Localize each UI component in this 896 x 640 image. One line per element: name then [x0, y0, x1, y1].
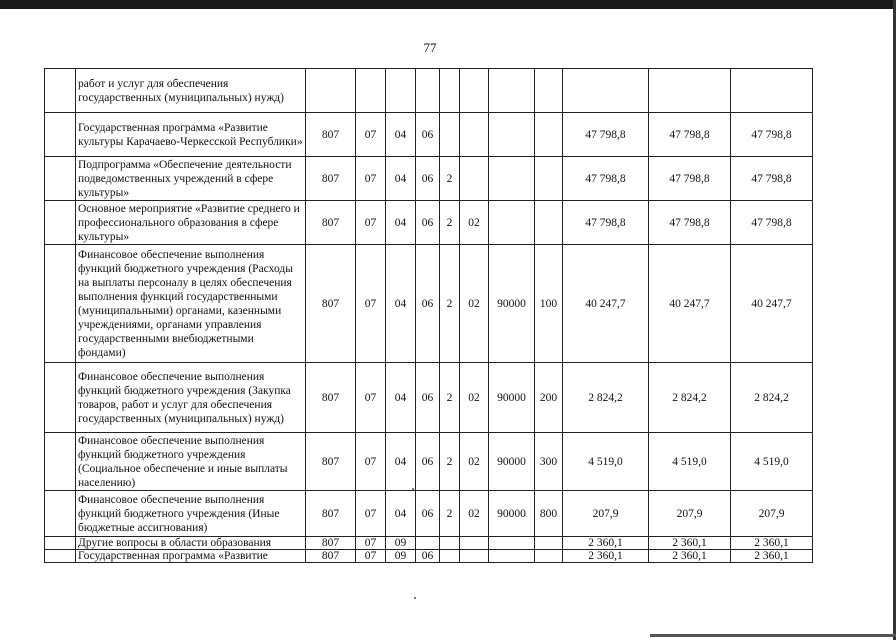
target-article-program-cell: 06 [416, 201, 440, 245]
target-article-event-cell: 02 [460, 201, 489, 245]
expense-type-cell [535, 69, 563, 113]
expense-type-cell [535, 550, 563, 563]
table-row [45, 550, 813, 563]
target-article-program-cell: 06 [416, 550, 440, 563]
row-number-cell [45, 201, 76, 245]
section-code-cell: 07 [356, 113, 386, 157]
item-name-cell: Финансовое обеспечение выполнения функций бюджетного учреждения (Расходы на выплаты персоналу в целях обеспечения выполнения функций государственными (муниципальными) органами, казенными учреждениями, органами управления государственными внебюджетными фондами) [76, 245, 306, 363]
amount-year-2-cell: 47 798,8 [649, 201, 731, 245]
amount-year-2-cell: 2 360,1 [649, 550, 731, 563]
target-article-direction-cell [489, 113, 535, 157]
subsection-code-cell: 04 [386, 157, 416, 201]
subsection-code-cell: 04 [386, 433, 416, 491]
target-article-event-cell [460, 550, 489, 563]
amount-year-2-cell [649, 69, 731, 113]
page-bottom-line [650, 634, 896, 637]
department-code-cell: 807 [306, 113, 356, 157]
target-article-program-cell: 06 [416, 491, 440, 537]
target-article-subprogram-cell [440, 69, 460, 113]
item-name-cell: Подпрограмма «Обеспечение деятельности подведомственных учреждений в сфере культуры» [76, 157, 306, 201]
expense-type-cell [535, 113, 563, 157]
item-name-cell: Финансовое обеспечение выполнения функций бюджетного учреждения (Закупка товаров, работ и услуг для обеспечения государственных (муниципальных) нужд) [76, 363, 306, 433]
amount-year-1-cell: 40 247,7 [563, 245, 649, 363]
target-article-direction-cell: 90000 [489, 245, 535, 363]
subsection-code-cell: 04 [386, 201, 416, 245]
amount-year-2-cell: 4 519,0 [649, 433, 731, 491]
subsection-code-cell: 04 [386, 363, 416, 433]
subsection-code-cell: 09 [386, 537, 416, 550]
target-article-program-cell: 06 [416, 245, 440, 363]
table-row [45, 245, 813, 363]
department-code-cell [306, 69, 356, 113]
row-number-cell [45, 491, 76, 537]
amount-year-1-cell: 2 360,1 [563, 550, 649, 563]
amount-year-1-cell [563, 69, 649, 113]
amount-year-1-cell: 47 798,8 [563, 113, 649, 157]
expense-type-cell: 800 [535, 491, 563, 537]
target-article-subprogram-cell [440, 113, 460, 157]
section-code-cell: 07 [356, 550, 386, 563]
table-row [45, 157, 813, 201]
section-code-cell: 07 [356, 363, 386, 433]
target-article-program-cell [416, 537, 440, 550]
amount-year-1-cell: 2 360,1 [563, 537, 649, 550]
department-code-cell: 807 [306, 201, 356, 245]
row-number-cell [45, 69, 76, 113]
target-article-program-cell: 06 [416, 157, 440, 201]
department-code-cell: 807 [306, 245, 356, 363]
item-name-cell: Основное мероприятие «Развитие среднего и профессионального образования в сфере культуры» [76, 201, 306, 245]
expense-type-cell [535, 157, 563, 201]
section-code-cell: 07 [356, 491, 386, 537]
table-row [45, 491, 813, 537]
target-article-event-cell [460, 69, 489, 113]
item-name-cell: Государственная программа «Развитие [76, 550, 306, 563]
target-article-event-cell: 02 [460, 363, 489, 433]
amount-year-3-cell: 2 824,2 [731, 363, 813, 433]
table-body [45, 69, 813, 563]
item-name-cell: Другие вопросы в области образования [76, 537, 306, 550]
target-article-direction-cell [489, 201, 535, 245]
target-article-program-cell [416, 69, 440, 113]
subsection-code-cell: 04 [386, 245, 416, 363]
target-article-subprogram-cell: 2 [440, 491, 460, 537]
department-code-cell: 807 [306, 550, 356, 563]
section-code-cell: 07 [356, 433, 386, 491]
department-code-cell: 807 [306, 433, 356, 491]
department-code-cell: 807 [306, 491, 356, 537]
row-number-cell [45, 157, 76, 201]
amount-year-2-cell: 2 360,1 [649, 537, 731, 550]
table-row [45, 363, 813, 433]
row-number-cell [45, 113, 76, 157]
target-article-subprogram-cell [440, 537, 460, 550]
amount-year-2-cell: 2 824,2 [649, 363, 731, 433]
page-number: 77 [423, 40, 437, 55]
target-article-subprogram-cell: 2 [440, 201, 460, 245]
scan-speck [414, 597, 416, 599]
amount-year-3-cell: 47 798,8 [731, 157, 813, 201]
target-article-subprogram-cell: 2 [440, 363, 460, 433]
subsection-code-cell: 04 [386, 113, 416, 157]
scan-speck [412, 488, 414, 490]
target-article-event-cell [460, 157, 489, 201]
department-code-cell: 807 [306, 157, 356, 201]
row-number-cell [45, 537, 76, 550]
target-article-program-cell: 06 [416, 433, 440, 491]
target-article-direction-cell: 90000 [489, 363, 535, 433]
row-number-cell [45, 245, 76, 363]
amount-year-2-cell: 40 247,7 [649, 245, 731, 363]
table-row [45, 113, 813, 157]
target-article-program-cell: 06 [416, 113, 440, 157]
amount-year-3-cell: 40 247,7 [731, 245, 813, 363]
subsection-code-cell: 04 [386, 491, 416, 537]
table-row [45, 69, 813, 113]
target-article-event-cell [460, 537, 489, 550]
amount-year-2-cell: 47 798,8 [649, 113, 731, 157]
page-top-border [0, 0, 896, 9]
section-code-cell [356, 69, 386, 113]
department-code-cell: 807 [306, 363, 356, 433]
target-article-program-cell: 06 [416, 363, 440, 433]
target-article-direction-cell [489, 157, 535, 201]
expense-type-cell: 300 [535, 433, 563, 491]
target-article-direction-cell: 90000 [489, 491, 535, 537]
target-article-direction-cell: 90000 [489, 433, 535, 491]
amount-year-1-cell: 4 519,0 [563, 433, 649, 491]
amount-year-3-cell: 47 798,8 [731, 113, 813, 157]
target-article-event-cell: 02 [460, 433, 489, 491]
amount-year-1-cell: 47 798,8 [563, 157, 649, 201]
target-article-subprogram-cell: 2 [440, 433, 460, 491]
item-name-cell: Финансовое обеспечение выполнения функций бюджетного учреждения (Иные бюджетные ассигнования) [76, 491, 306, 537]
expense-type-cell: 200 [535, 363, 563, 433]
target-article-subprogram-cell [440, 550, 460, 563]
amount-year-1-cell: 47 798,8 [563, 201, 649, 245]
table-row [45, 537, 813, 550]
item-name-cell: Финансовое обеспечение выполнения функций бюджетного учреждения (Социальное обеспечение и иные выплаты населению) [76, 433, 306, 491]
target-article-subprogram-cell: 2 [440, 157, 460, 201]
table-row [45, 201, 813, 245]
row-number-cell [45, 363, 76, 433]
expense-type-cell [535, 201, 563, 245]
expense-type-cell: 100 [535, 245, 563, 363]
target-article-direction-cell [489, 69, 535, 113]
row-number-cell [45, 433, 76, 491]
section-code-cell: 07 [356, 201, 386, 245]
target-article-event-cell: 02 [460, 491, 489, 537]
target-article-event-cell [460, 113, 489, 157]
target-article-subprogram-cell: 2 [440, 245, 460, 363]
department-code-cell: 807 [306, 537, 356, 550]
subsection-code-cell: 09 [386, 550, 416, 563]
amount-year-3-cell: 207,9 [731, 491, 813, 537]
amount-year-3-cell: 2 360,1 [731, 537, 813, 550]
target-article-direction-cell [489, 550, 535, 563]
amount-year-1-cell: 207,9 [563, 491, 649, 537]
amount-year-2-cell: 47 798,8 [649, 157, 731, 201]
expense-type-cell [535, 537, 563, 550]
amount-year-3-cell [731, 69, 813, 113]
budget-table [44, 68, 813, 563]
target-article-event-cell: 02 [460, 245, 489, 363]
row-number-cell [45, 550, 76, 563]
subsection-code-cell [386, 69, 416, 113]
amount-year-1-cell: 2 824,2 [563, 363, 649, 433]
item-name-cell: работ и услуг для обеспечения государственных (муниципальных) нужд) [76, 69, 306, 113]
amount-year-3-cell: 47 798,8 [731, 201, 813, 245]
amount-year-3-cell: 4 519,0 [731, 433, 813, 491]
section-code-cell: 07 [356, 537, 386, 550]
item-name-cell: Государственная программа «Развитие культуры Карачаево-Черкесской Республики» [76, 113, 306, 157]
amount-year-3-cell: 2 360,1 [731, 550, 813, 563]
section-code-cell: 07 [356, 157, 386, 201]
target-article-direction-cell [489, 537, 535, 550]
section-code-cell: 07 [356, 245, 386, 363]
amount-year-2-cell: 207,9 [649, 491, 731, 537]
table-row [45, 433, 813, 491]
